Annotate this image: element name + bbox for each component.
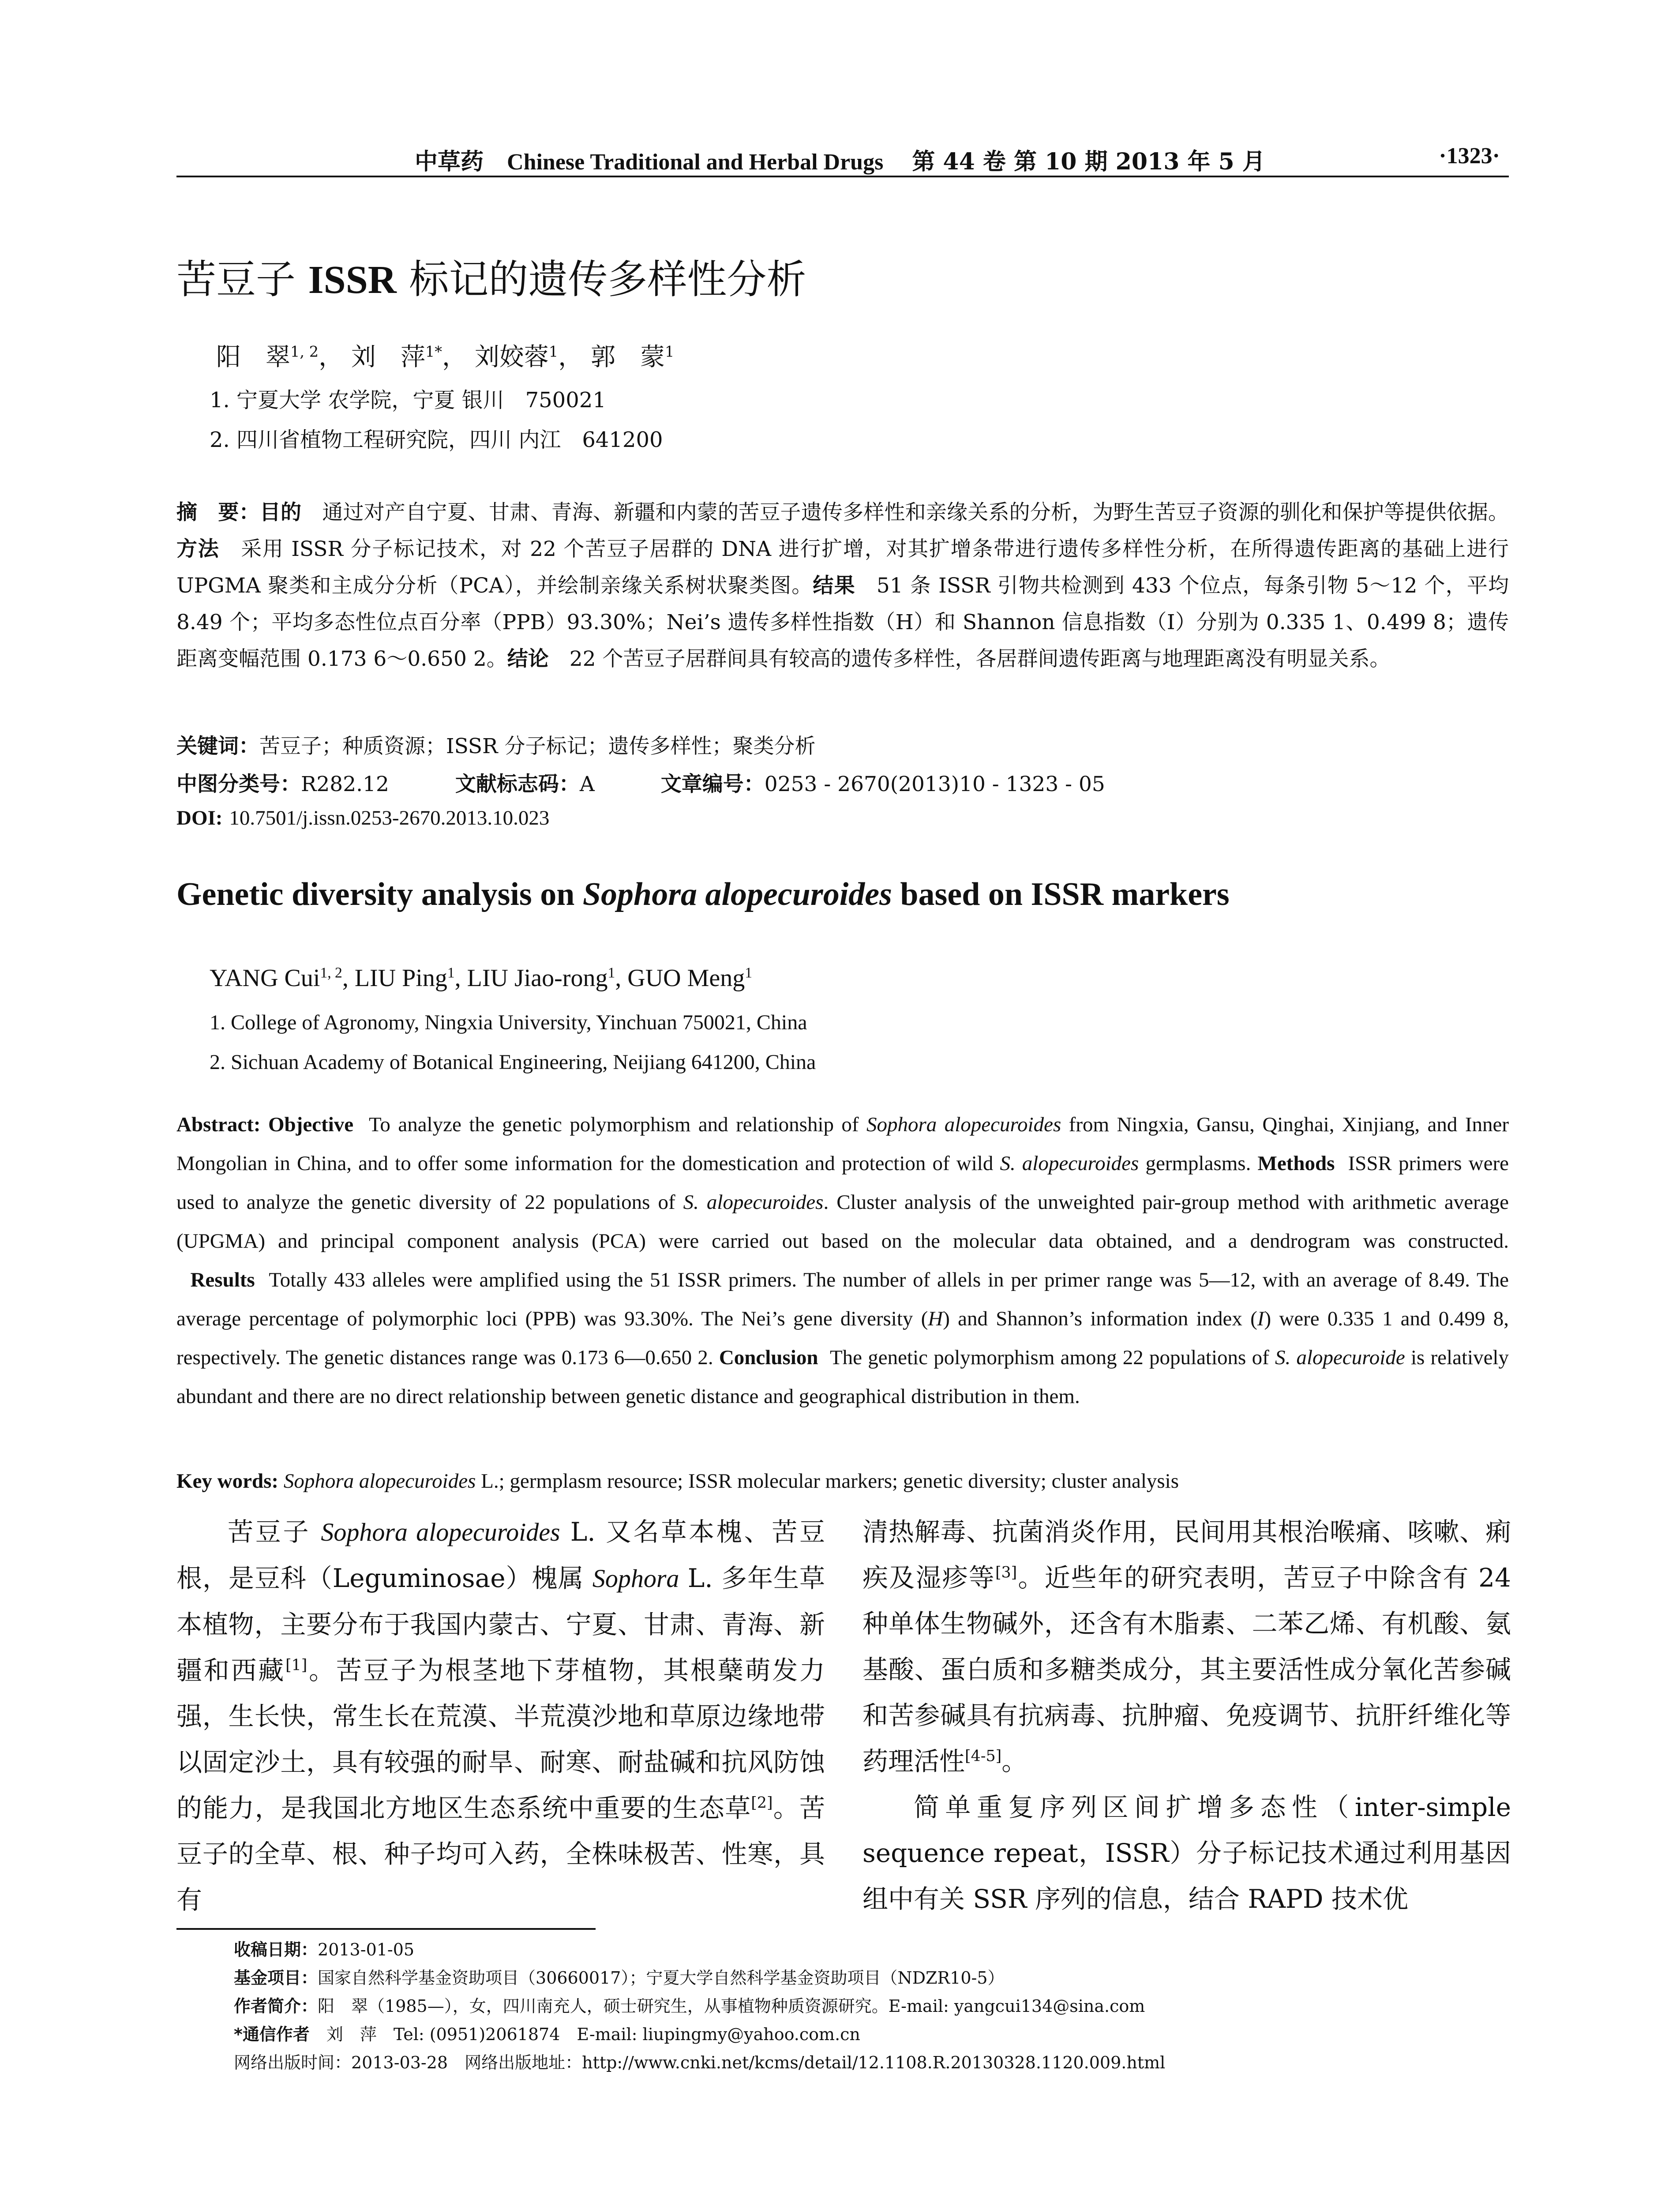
citation-link[interactable]: [4-5] — [965, 1747, 1002, 1765]
author-en: YANG Cui — [210, 964, 320, 992]
results-text: 51 条 ISSR 引物共检测到 433 个位点，每条引物 5～12 个，平均 8.49 个；平均多态性位点百分率（PPB）93.30%；Nei’s 遗传多样性指数（H）和 Shannon 信息指数（I）分别为 0.335 1、0.499 8；遗传距离变幅范围 0.173 6～0.650 2。 — [176, 574, 1509, 671]
abstract-en-text: from Ningxia, Gansu, Qinghai, Xinjiang, and Inner Mongolian in China, and to offer some information for the domestication and protection of wild — [176, 1113, 1509, 1175]
body-paragraph — [176, 1509, 825, 1923]
body-text: 。 — [1001, 1746, 1028, 1776]
title-en — [176, 876, 1230, 913]
author-cn: 刘 萍 — [351, 343, 425, 371]
citation-link[interactable]: [3] — [995, 1564, 1017, 1582]
keywords-label: 关键词： — [176, 734, 259, 758]
footnote — [234, 1992, 1145, 2017]
symbol-i: I — [1257, 1307, 1264, 1330]
affiliation-en: 1. College of Agronomy, Ningxia University, Yinchuan 750021, China — [210, 1011, 807, 1034]
conclusion-label: 结论 — [507, 647, 549, 671]
footnote-text: 网络出版时间：2013-03-28 网络出版地址：http://www.cnki.net/kcms/detail/12.1108.R.20130328.1120.009.html — [234, 2053, 1166, 2072]
journal-name-cn: 中草药 — [415, 149, 484, 175]
body-text: 。苦豆子为根茎地下芽植物，其根蘖萌发力强，生长快，常生长在荒漠、半荒漠沙地和草原边缘地带以固定沙土，具有较强的耐旱、耐寒、耐盐碱和抗风防蚀的能力，是我国北方地区生态系统中重要的生态草 — [176, 1655, 825, 1823]
footnote-text: 刘 萍 Tel: (0951)2061874 E-mail: liupingmy@yahoo.com.cn — [309, 2025, 860, 2044]
conclusion-label-en: Conclusion — [719, 1346, 818, 1369]
abstract-cn — [176, 494, 1509, 677]
body-text: 苦豆子 — [228, 1517, 321, 1547]
species-name: S. alopecuroides — [683, 1191, 824, 1214]
article-label: 文章编号： — [660, 772, 765, 796]
author-en: LIU Jiao-rong — [467, 964, 608, 992]
abstract-en-text: The genetic polymorphism among 22 populations of — [829, 1346, 1275, 1369]
footnote — [234, 1964, 1005, 1988]
running-header — [176, 140, 1509, 177]
issue-info: 第 44 卷 第 10 期 2013 年 5 月 — [912, 148, 1265, 175]
classification-line — [176, 768, 1105, 797]
abstract-en-text: is relatively abundant and there are no direct relationship between genetic distance and geographical distribution in them. — [176, 1346, 1509, 1408]
footnote — [234, 2021, 860, 2045]
body-paragraph — [862, 1509, 1511, 1784]
doc-label: 文献标志码： — [455, 772, 580, 796]
body-paragraph — [862, 1784, 1511, 1922]
affiliation-cn: 1. 宁夏大学 农学院，宁夏 银川 750021 — [210, 388, 606, 413]
objective-label: 目的 — [259, 500, 302, 525]
author-sup: 1 — [665, 343, 675, 360]
author-sup: 1 — [548, 343, 559, 360]
abstract-en-text: germplasms. — [1139, 1152, 1251, 1175]
methods-label: 方法 — [176, 537, 220, 561]
citation-link[interactable]: [1] — [285, 1656, 308, 1674]
body-text: 。近些年的研究表明，苦豆子中除含有 24 种单体生物碱外，还含有木脂素、二苯乙烯、有机酸、氨基酸、蛋白质和多糖类成分，其主要活性成分氧化苦参碱和苦参碱具有抗病毒、抗肿瘤、免疫调节、抗肝纤维化等药理活性 — [862, 1563, 1511, 1776]
species-name: S. alopecuroides — [1000, 1152, 1139, 1175]
footnote-label: 收稿日期： — [234, 1940, 318, 1959]
body-text: 。苦豆子的全草、根、种子均可入药，全株味极苦、性寒，具有 — [176, 1793, 825, 1915]
conclusion-text: 22 个苦豆子居群间具有较高的遗传多样性，各居群间遗传距离与地理距离没有明显关系。 — [548, 647, 1391, 671]
author-sup: 1 — [608, 964, 615, 981]
article-value: 0253 - 2670(2013)10 - 1323 - 05 — [764, 772, 1105, 796]
author-sup: 1 — [745, 964, 753, 981]
title-en-post: based on ISSR markers — [892, 876, 1230, 912]
footnote-label: 作者简介： — [234, 1996, 318, 2016]
species-name: Sophora alopecuroides — [283, 1470, 476, 1493]
title-en-species: Sophora alopecuroides — [582, 876, 892, 912]
clc-label: 中图分类号： — [176, 772, 301, 796]
abstract-en-text: . Cluster analysis of the unweighted pair-group method with arithmetic average (UPGMA) and principal component analysis (PCA) were carried out based on the molecular data obtained, and a dendrogram was constructed. — [176, 1191, 1509, 1253]
author-cn: 郭 蒙 — [591, 343, 665, 371]
author-sup: 1, 2 — [290, 343, 319, 360]
author-sup: 1 — [447, 964, 455, 981]
footnote-text: 阳 翠（1985—），女，四川南充人，硕士研究生，从事植物种质资源研究。E-mail: yangcui134@sina.com — [318, 1996, 1145, 2016]
footnote-label: 基金项目： — [234, 1968, 318, 1988]
body-column-right — [862, 1509, 1511, 1922]
keywords-en-text: L.; germplasm resource; ISSR molecular markers; genetic diversity; cluster analysis — [476, 1470, 1179, 1493]
species-name: Sophora alopecuroides — [321, 1518, 560, 1546]
body-text: L. 多年生草本植物，主要分布于我国内蒙古、宁夏、甘肃、青海、新疆和西藏 — [176, 1563, 825, 1685]
journal-info — [415, 143, 1265, 176]
doi-line — [176, 806, 549, 830]
body-column-left — [176, 1509, 825, 1923]
authors-cn: 阳 翠$^{1, 2}$， 刘 萍$^{1*}$， 刘姣蓉$^1$， 郭 蒙$^1$ — [216, 343, 675, 371]
author-cn: 阳 翠 — [216, 343, 290, 371]
abstract-en-text: Totally 433 alleles were amplified using the 51 ISSR primers. The number of allels in per primer range was 5—12, with an average of 8.49. The average percentage of polymorphic loci (PPB) was 93.30%. The Nei’s gene diversity ( — [176, 1268, 1509, 1330]
author-en: GUO Meng — [627, 964, 745, 992]
author-sup: 1, 2 — [320, 964, 342, 981]
results-label-en: Results — [190, 1268, 255, 1291]
affiliation-en: 2. Sichuan Academy of Botanical Engineering, Neijiang 641200, China — [210, 1050, 816, 1074]
title-cn-post: 标记的遗传多样性分析 — [396, 256, 806, 303]
abstract-en-text: To analyze the genetic polymorphism and relationship of — [368, 1113, 866, 1136]
abstract-en-text: ) were 0.335 1 and 0.499 8, respectively. The genetic distances range was 0.173 6—0.650 2. — [176, 1307, 1509, 1369]
abstract-en — [176, 1105, 1509, 1416]
footnote — [234, 2049, 1165, 2073]
objective-text: 通过对产自宁夏、甘肃、青海、新疆和内蒙的苦豆子遗传多样性和亲缘关系的分析，为野生苦豆子资源的驯化和保护等提供依据。 — [301, 500, 1509, 525]
abstract-en-text: ISSR primers were used to analyze the genetic diversity of 22 populations of — [176, 1152, 1509, 1214]
body-text: 清热解毒、抗菌消炎作用，民间用其根治喉痛、咳嗽、痢疾及湿疹等 — [862, 1517, 1511, 1593]
abstract-en-text: ) and Shannon’s information index ( — [943, 1307, 1257, 1330]
footnote-label: *通信作者 — [234, 2025, 310, 2044]
footnote-text: 2013-01-05 — [318, 1940, 415, 1959]
methods-label-en: Methods — [1257, 1152, 1335, 1175]
footnote-rule — [176, 1928, 596, 1930]
species-name: S. alopecuroide — [1275, 1346, 1405, 1369]
footnote — [234, 1936, 414, 1960]
abstract-label: 摘 要： — [176, 500, 260, 525]
title-cn — [176, 247, 806, 304]
species-name: Sophora alopecuroides — [866, 1113, 1061, 1136]
author-en: LIU Ping — [354, 964, 447, 992]
symbol-h: H — [928, 1307, 943, 1330]
clc-value: R282.12 — [301, 772, 389, 796]
results-label: 结果 — [813, 574, 855, 598]
author-cn: 刘姣蓉 — [474, 343, 549, 371]
journal-name-en: Chinese Traditional and Herbal Drugs — [507, 150, 884, 175]
title-cn-pre: 苦豆子 — [176, 256, 308, 303]
citation-link[interactable]: [2] — [751, 1794, 773, 1812]
keywords-en — [176, 1469, 1179, 1493]
keywords-cn — [176, 730, 815, 759]
keywords-text: 苦豆子；种质资源；ISSR 分子标记；遗传多样性；聚类分析 — [259, 734, 816, 758]
species-name: Sophora — [592, 1564, 679, 1593]
doi-value[interactable]: 10.7501/j.issn.0253-2670.2013.10.023 — [229, 807, 550, 829]
keywords-label-en: Key words: — [176, 1470, 279, 1493]
body-text: L. 又名草本槐、苦豆根，是豆科（Leguminosae）槐属 — [176, 1517, 825, 1593]
body-text: 简单重复序列区间扩增多态性（inter-simple sequence repeat，ISSR）分子标记技术通过利用基因组中有关 SSR 序列的信息，结合 RAPD 技术优 — [862, 1792, 1511, 1914]
title-cn-bold: ISSR — [308, 258, 397, 302]
title-en-pre: Genetic diversity analysis on — [176, 876, 583, 912]
authors-en: YANG Cui$^{1, 2}$, LIU Ping$^1$, LIU Jiao-rong$^1$, GUO Meng$^1$ — [210, 964, 753, 992]
footnote-text: 国家自然科学基金资助项目（30660017）；宁夏大学自然科学基金资助项目（NDZR10-5） — [318, 1968, 1005, 1988]
objective-label-en: Abstract: Objective — [176, 1113, 354, 1136]
doi-label: DOI: — [176, 807, 223, 829]
methods-text: 采用 ISSR 分子标记技术，对 22 个苦豆子居群的 DNA 进行扩增，对其扩增条带进行遗传多样性分析，在所得遗传距离的基础上进行 UPGMA 聚类和主成分分析（PCA），并绘制亲缘关系树状聚类图。 — [176, 537, 1509, 598]
page-number: ·1323· — [1439, 143, 1500, 169]
doc-value: A — [579, 772, 595, 796]
author-sup: 1* — [425, 343, 442, 360]
affiliation-cn: 2. 四川省植物工程研究院，四川 内江 641200 — [210, 428, 663, 452]
